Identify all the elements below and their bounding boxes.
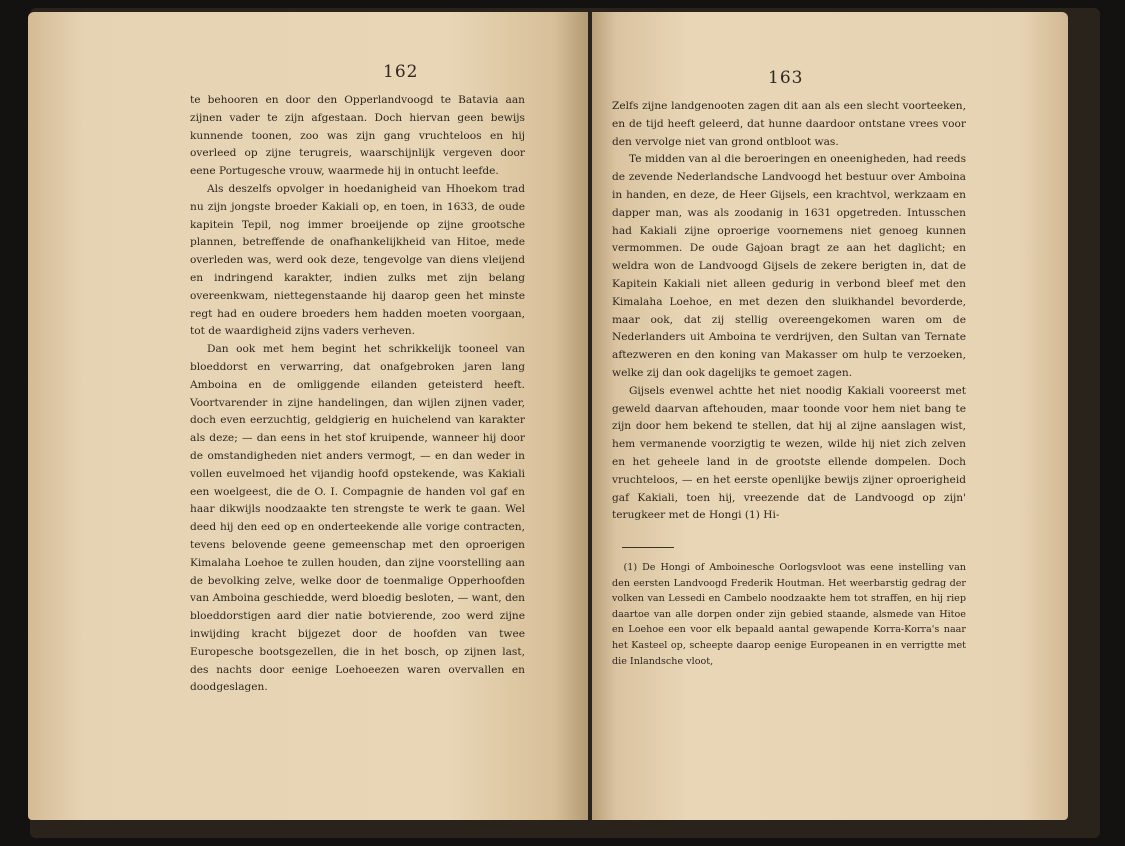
paragraph: te behooren en door den Opperlandvoogd te Batavia aan zijnen vader te zijn afgestaan. Doch hiervan geen bewijs kunnende toonen, zoo was zijn gang vruchteloos en hij overleed op zijne terugreis, waarschijnlijk vergeven door eene Portugesche vrouw, waarmede hij in ontucht leefde.: [190, 94, 525, 178]
footnote: [612, 560, 966, 669]
paragraph: Zelfs zijne landgenooten zagen dit aan als een slecht voorteeken, en de tijd heeft geleerd, dat hunne daardoor ontstane vrees voor den vervolge niet van grond ontbloot was.: [612, 100, 966, 148]
paragraph: Als deszelfs opvolger in hoedanigheid van Hhoekom trad nu zijn jongste broeder Kakiali op, en toen, in 1633, de oude kapitein Tepil, nog immer broeijende op zijne grootsche plannen, betreffende de onafhankelijkheid van Hitoe, mede overleden was, werd ook deze, tengevolge van diens vleijend en indringend karakter, indien zulks met zijn belang overeenkwam, niettegenstaande hij daarop geen het minste regt had en oudere broeders hem hadden moeten voorgaan, tot de waardigheid zijns vaders verheven.: [190, 182, 525, 338]
paragraph: Te midden van al die beroeringen en oneenigheden, had reeds de zevende Nederlandsche Landvoogd het bestuur over Amboina in handen, en deze, de Heer Gijsels, een krachtvol, werkzaam en dapper man, was als zoodanig in 1631 opgetreden. Intusschen had Kakiali zijne oproerige voornemens niet genoeg kunnen vermommen. De oude Gajoan bragt ze aan het daglicht; en weldra won de Landvoogd Gijsels de zekere berigten in, dat de Kapitein Kakiali niet alleen gedurig in verbond bleef met den Kimalaha Loehoe, en met dezen den sluikhandel bevorderde, maar ook, dat zij stellig overeengekomen waren om de Nederlanders uit Amboina te verdrijven, den Sultan van Ternate aftezweren en den koning van Makasser om hulp te verzoeken, welke zij dan ook dagelijks te gemoet zagen.: [612, 153, 966, 379]
footnote-text: (1) De Hongi of Amboinesche Oorlogsvloot was eene instelling van den eersten Landvoogd Frederik Houtman. Het weerbarstig gedrag der volken van Lessedi en Cambelo noodzaakte hem tot straffen, en hij riep daartoe van alle dorpen onder zijn gebied staande, alsmede van Hitoe en Loehoe een voor elk bepaald aantal gewapende Korra-Korra's naar het Kasteel op, scheepte daarop eenige Europeanen in en verrigtte met die Inlandsche vloot,: [612, 562, 966, 667]
paragraph: Dan ook met hem begint het schrikkelijk tooneel van bloeddorst en verwarring, dat onafgebroken jaren lang Amboina en de omliggende eilanden geteisterd heeft. Voortvarender in zijne handelingen, dan wijlen zijnen vader, doch even eerzuchtig, geldgierig en huichelend van karakter als deze; — dan eens in het stof kruipende, wanneer hij door de omstandigheden niet anders vermogt, — en dan weder in vollen euvelmoed het vijandig hoofd opstekende, was Kakiali een woelgeest, die de O. I. Compagnie de handen vol gaf en haar dikwijls noodzaakte ten strengste te werk te gaan. Wel deed hij den eed op en onderteekende alle vorige contracten, tevens belovende geene gemeenschap met den oproerigen Kimalaha Loehoe te zullen houden, dan zijne voorstelling aan de bevolking zelve, welke door de toenmalige Opperhoofden van Amboina geschiedde, werd bloedig besloten, — want, den bloeddorstigen aard dier natie botvierende, zoo werd zijne inwijding kracht bijgezet door de hoofden van twee Europesche bootsgezellen, die in het bosch, op zijnen last, des nachts door eenige Loehoeezen waren overvallen en doodgeslagen.: [190, 343, 525, 694]
left-page-number: 162: [383, 62, 419, 82]
right-page-text: [612, 98, 966, 525]
paragraph: Gijsels evenwel achtte het niet noodig Kakiali vooreerst met geweld daarvan aftehouden, maar toonde voor hem niet bang te zijn door hem bekend te stellen, dat hij al zijne aanslagen wist, hem vermanende voorzigtig te wezen, wilde hij niet zich zelven en het geheele land in de grootste ellende dompelen. Doch vruchteloos, — en het eerste openlijke bewijs zijner oproerigheid gaf Kakiali, toen hij, vreezende dat de Landvoogd op zijn' terugkeer met de Hongi (1) Hi-: [612, 384, 966, 522]
right-page-number: 163: [768, 68, 804, 88]
left-page-text: [190, 92, 525, 697]
footnote-divider: [622, 547, 674, 548]
